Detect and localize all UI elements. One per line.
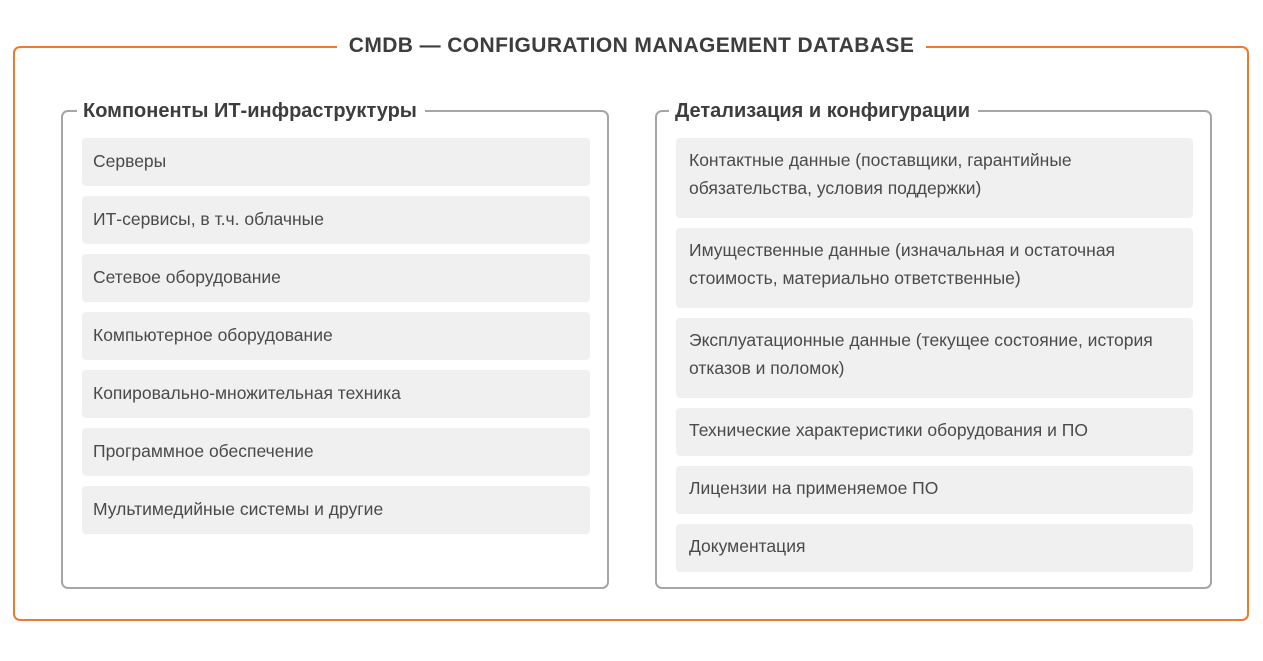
cmdb-title: CMDB — CONFIGURATION MANAGEMENT DATABASE [337, 34, 926, 58]
component-item-software: Программное обеспечение [82, 428, 590, 476]
it-components-panel [61, 100, 609, 589]
it-components-title: Компоненты ИТ-инфраструктуры [77, 99, 425, 123]
details-title: Детализация и конфигурации [669, 99, 978, 123]
detail-item-operational-data: Эксплуатационные данные (текущее состояние, история отказов и поломок) [676, 318, 1193, 398]
detail-item-contact-data: Контактные данные (поставщики, гарантийные обязательства, условия поддержки) [676, 138, 1193, 218]
component-item-servers: Серверы [82, 138, 590, 186]
detail-item-property-data: Имущественные данные (изначальная и остаточная стоимость, материально ответственные) [676, 228, 1193, 308]
details-list [676, 138, 1193, 582]
component-item-network-equipment: Сетевое оборудование [82, 254, 590, 302]
detail-item-licenses: Лицензии на применяемое ПО [676, 466, 1193, 514]
it-components-list [82, 138, 590, 544]
details-panel [655, 100, 1212, 589]
component-item-computer-equipment: Компьютерное оборудование [82, 312, 590, 360]
detail-item-technical-specs: Технические характеристики оборудования и ПО [676, 408, 1193, 456]
component-item-it-services: ИТ-сервисы, в т.ч. облачные [82, 196, 590, 244]
component-item-copying-equipment: Копировально-множительная техника [82, 370, 590, 418]
detail-item-documentation: Документация [676, 524, 1193, 572]
component-item-multimedia: Мультимедийные системы и другие [82, 486, 590, 534]
